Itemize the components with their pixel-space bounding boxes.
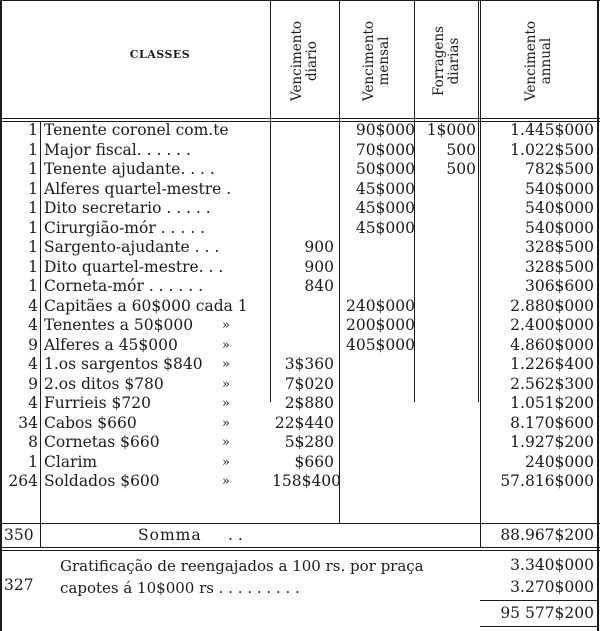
row-forragens: 500 — [446, 140, 476, 159]
row-class: Dito secretario . . . . . — [44, 199, 211, 217]
row-qty: 1 — [28, 140, 38, 159]
row-mark: » — [222, 454, 230, 470]
table-row — [0, 277, 600, 297]
somma-bottom-line — [0, 547, 600, 548]
row-class: Cabos $660 — [44, 413, 137, 432]
row-class: 1.os sargentos $840 — [44, 355, 203, 373]
row-annual: 540$000 — [524, 179, 594, 198]
header-forragens-diarias — [416, 8, 478, 114]
row-class: Tenente ajudante. . . . — [44, 160, 215, 178]
header-vencimento-diario-text: Vencimento diario — [289, 20, 320, 102]
row-mensal: 240$000 — [345, 296, 415, 315]
row-qty: 1 — [28, 218, 38, 237]
header-forragens-diarias-text: Forragens diarias — [431, 26, 462, 96]
header-vencimento-mensal — [342, 8, 412, 114]
row-forragens: 500 — [446, 160, 476, 178]
row-class: Capitães a 60$000 cada 1 — [44, 296, 248, 315]
frame-top — [0, 0, 600, 1]
row-mark: » — [222, 376, 230, 392]
row-class: Major fiscal. . . . . . — [44, 140, 191, 159]
gratificacao-line-2: capotes á 10$000 rs . . . . . . . . . — [60, 579, 300, 597]
row-annual: 8.170$600 — [510, 413, 594, 432]
row-mark: » — [222, 396, 230, 411]
row-diario: 840 — [304, 277, 334, 295]
row-qty: 4 — [28, 355, 38, 373]
somma-label: Somma — [138, 526, 202, 544]
row-qty: 4 — [28, 316, 38, 334]
table-row — [0, 433, 600, 453]
classes-header: CLASSES — [129, 48, 191, 61]
gratificacao-line-1: Gratificação de reengajados a 100 rs. por praça — [60, 557, 424, 575]
row-annual: 1.051$200 — [510, 394, 594, 412]
row-class: Furrieis $720 — [44, 394, 151, 412]
table-row — [0, 453, 600, 473]
header-vencimento-mensal-text: Vencimento mensal — [361, 20, 392, 102]
row-diario: 2$880 — [284, 394, 334, 412]
table-body — [0, 121, 600, 492]
row-diario: $660 — [294, 452, 334, 471]
table-row — [0, 121, 600, 141]
row-qty: 8 — [28, 433, 38, 451]
header-divider — [0, 118, 600, 119]
row-annual: 1.226$400 — [510, 355, 594, 373]
somma-bottom-line-2 — [0, 550, 600, 551]
somma-total: 88.967$200 — [500, 526, 594, 544]
row-annual: 1.022$500 — [510, 140, 594, 159]
header-vencimento-diario — [272, 8, 338, 114]
row-qty: 4 — [28, 296, 38, 315]
row-qty: 9 — [28, 374, 38, 393]
row-annual: 328$500 — [524, 257, 594, 276]
row-mensal: 50$000 — [355, 160, 415, 178]
row-class: Tenentes a 50$000 — [44, 316, 194, 334]
row-annual: 1.927$200 — [510, 433, 594, 451]
table-row — [0, 394, 600, 414]
somma-dots: . . — [228, 526, 243, 544]
row-mensal: 200$000 — [345, 316, 415, 334]
row-qty: 1 — [28, 121, 38, 139]
row-mensal: 45$000 — [355, 218, 415, 237]
row-qty: 34 — [18, 413, 38, 432]
row-annual: 240$000 — [524, 452, 594, 471]
row-mark: » — [222, 337, 230, 353]
row-annual: 57.816$000 — [500, 472, 594, 490]
row-diario: 7$020 — [284, 374, 334, 393]
somma-row — [0, 523, 600, 547]
row-annual: 540$000 — [524, 199, 594, 217]
table-row — [0, 219, 600, 239]
row-annual: 2.562$300 — [510, 374, 594, 393]
row-class: Alferes a 45$000 — [44, 335, 178, 354]
row-qty: 9 — [28, 335, 38, 354]
row-qty: 1 — [28, 257, 38, 276]
row-mensal: 45$000 — [355, 199, 415, 217]
table-row — [0, 141, 600, 161]
row-annual: 2.880$000 — [510, 296, 594, 315]
row-annual: 328$500 — [524, 238, 594, 256]
row-class: Dito quartel-mestre. . . — [44, 257, 224, 276]
table-row — [0, 355, 600, 375]
row-class: Tenente coronel com.te — [44, 121, 229, 139]
row-qty: 264 — [8, 472, 38, 490]
table-row — [0, 238, 600, 258]
row-diario: 22$440 — [274, 413, 334, 432]
somma-qty: 350 — [4, 526, 34, 544]
row-diario: 158$400 — [272, 472, 342, 490]
row-annual: 1.445$000 — [510, 121, 594, 139]
row-class: Cirurgião-mór . . . . . — [44, 218, 206, 237]
row-mensal: 45$000 — [355, 179, 415, 198]
table-row — [0, 180, 600, 200]
row-diario: 5$280 — [284, 433, 334, 451]
row-qty: 1 — [28, 238, 38, 256]
row-annual: 306$600 — [524, 277, 594, 295]
row-class: Soldados $600 — [44, 472, 160, 490]
row-mark: » — [222, 357, 230, 372]
table-row — [0, 414, 600, 434]
table-row — [0, 375, 600, 395]
row-mark: » — [222, 435, 230, 450]
header-vencimento-annual-text: Vencimento annual — [523, 20, 554, 102]
gratificacao-value-1: 3.340$000 — [510, 556, 594, 574]
table-row — [0, 199, 600, 219]
row-qty: 1 — [28, 277, 38, 295]
final-total: 95 577$200 — [500, 604, 594, 622]
row-qty: 1 — [28, 452, 38, 471]
frame-bottom — [480, 626, 597, 627]
table-row — [0, 297, 600, 317]
row-diario: 900 — [304, 238, 334, 256]
table-row — [0, 336, 600, 356]
row-diario: 900 — [304, 257, 334, 276]
row-forragens: 1$000 — [426, 121, 476, 139]
row-class: Corneta-mór . . . . . . — [44, 277, 204, 295]
gratificacao-qty: 327 — [4, 576, 34, 594]
row-mensal: 90$000 — [355, 121, 415, 139]
row-mensal: 70$000 — [355, 140, 415, 159]
row-annual: 782$500 — [524, 160, 594, 178]
row-mark: » — [222, 474, 230, 489]
row-annual: 2.400$000 — [510, 316, 594, 334]
gratificacao-value-2: 3.270$000 — [510, 578, 594, 596]
row-class: Sargento-ajudante . . . — [44, 238, 220, 256]
row-qty: 1 — [28, 199, 38, 217]
row-qty: 1 — [28, 179, 38, 198]
row-mark: » — [222, 415, 230, 431]
table-row — [0, 258, 600, 278]
row-class: Clarim — [44, 452, 98, 471]
row-qty: 1 — [28, 160, 38, 178]
row-annual: 540$000 — [524, 218, 594, 237]
row-class: Cornetas $660 — [44, 433, 160, 451]
header-vencimento-annual — [484, 8, 594, 114]
table-row — [0, 472, 600, 492]
row-diario: 3$360 — [284, 355, 334, 373]
row-annual: 4.860$000 — [510, 335, 594, 354]
table-row — [0, 160, 600, 180]
row-class: Alferes quartel-mestre . — [44, 179, 232, 198]
final-total-line — [480, 600, 597, 601]
table-row — [0, 316, 600, 336]
row-mark: » — [222, 318, 230, 333]
row-class: 2.os ditos $780 — [44, 374, 164, 393]
row-qty: 4 — [28, 394, 38, 412]
row-mensal: 405$000 — [345, 335, 415, 354]
